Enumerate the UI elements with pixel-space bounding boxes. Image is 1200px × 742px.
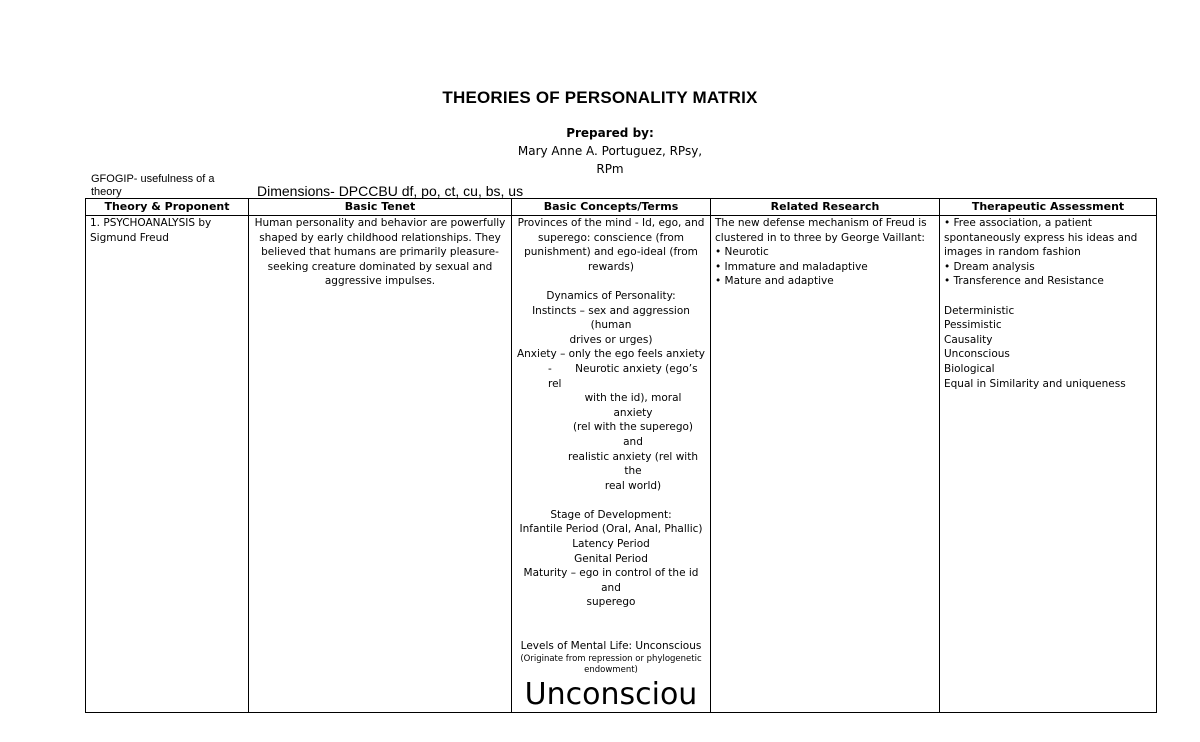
research-line: clustered in to three by George Vaillant: <box>715 231 925 244</box>
concept-line: rewards) <box>588 260 634 273</box>
dimension-item: Biological <box>944 362 995 375</box>
prepared-by-block <box>0 124 1200 178</box>
tenet-line: aggressive impulses. <box>324 275 436 288</box>
assessment-line: • Free association, a patient <box>944 217 1092 229</box>
document-title: THEORIES OF PERSONALITY MATRIX <box>442 88 758 107</box>
header-basic-tenet: Basic Tenet <box>249 199 512 216</box>
concept-line: Infantile Period (Oral, Anal, Phallic) <box>519 523 703 536</box>
assessment-line: images in random fashion <box>944 246 1081 259</box>
dimension-item: Causality <box>944 333 993 346</box>
table-row <box>86 216 1157 713</box>
concept-line: Dynamics of Personality: <box>546 289 676 302</box>
concept-line: Neurotic anxiety (ego’s rel <box>548 362 698 390</box>
concept-line: Maturity – ego in control of the id and <box>523 567 699 594</box>
dash-bullet: - <box>548 362 552 375</box>
cell-theory <box>86 216 249 713</box>
concept-line: realistic anxiety (rel with the <box>568 450 698 478</box>
dimension-item: Pessimistic <box>944 319 1002 332</box>
header-related-research: Related Research <box>711 199 940 216</box>
research-line: • Mature and adaptive <box>715 275 834 288</box>
concept-line: Provinces of the mind - Id, ego, and <box>517 217 705 229</box>
concept-line: real world) <box>604 479 662 492</box>
gfogip-note: GFOGIP- usefulness of a theory <box>91 173 215 198</box>
tenet-line: seeking creature dominated by sexual and <box>267 260 493 273</box>
unconscious-large-text: Unconsciou <box>524 676 698 712</box>
tenet-line: believed that humans are primarily pleasure- <box>261 246 499 259</box>
personality-matrix-table <box>85 198 1157 713</box>
theory-line: Sigmund Freud <box>90 231 169 244</box>
cell-therapeutic-assessment <box>940 216 1157 713</box>
concept-line: (rel with the superego) and <box>572 421 694 448</box>
dimension-item: Equal in Similarity and uniqueness <box>944 377 1126 390</box>
concept-line: superego <box>586 596 636 609</box>
dimensions-note: Dimensions- DPCCBU df, po, ct, cu, bs, us <box>257 183 524 199</box>
tenet-line: Human personality and behavior are powerfully <box>254 217 506 229</box>
research-line: The new defense mechanism of Freud is <box>715 217 927 229</box>
concept-line: Instincts – sex and aggression (human <box>532 304 690 332</box>
header-theory-proponent: Theory & Proponent <box>86 199 249 216</box>
cell-related-research <box>711 216 940 713</box>
cell-basic-tenet <box>249 216 512 713</box>
header-basic-concepts: Basic Concepts/Terms <box>512 199 711 216</box>
concept-line: Latency Period <box>572 538 650 551</box>
concept-line: Stage of Development: <box>550 508 672 521</box>
levels-note: (Originate from repression or phylogenetic <box>520 653 702 664</box>
concept-line: Levels of Mental Life: Unconscious <box>520 640 702 653</box>
assessment-line: • Transference and Resistance <box>944 275 1104 288</box>
cell-basic-concepts <box>512 216 711 713</box>
theory-line: 1. PSYCHOANALYSIS by <box>90 217 212 229</box>
author-line-1: Mary Anne A. Portuguez, RPsy, <box>517 144 703 158</box>
concept-line: with the id), moral anxiety <box>584 392 682 419</box>
research-line: • Immature and maladaptive <box>715 260 868 273</box>
concept-line: punishment) and ego-ideal (from <box>524 246 698 259</box>
concept-line: Anxiety – only the ego feels anxiety <box>516 348 706 361</box>
concept-line: Genital Period <box>574 552 648 565</box>
dimension-item: Deterministic <box>944 304 1015 317</box>
concept-line: drives or urges) <box>569 333 653 346</box>
assessment-line: • Dream analysis <box>944 260 1035 273</box>
anxiety-sub-item <box>516 362 706 391</box>
assessment-line: spontaneously express his ideas and <box>944 231 1138 244</box>
author-line-2: RPm <box>596 162 624 176</box>
table-header-row <box>86 199 1157 216</box>
levels-note: endowment) <box>584 664 638 675</box>
dimension-item: Unconscious <box>944 348 1010 361</box>
concept-line: superego: conscience (from <box>538 231 684 244</box>
header-therapeutic-assessment: Therapeutic Assessment <box>940 199 1157 216</box>
research-line: • Neurotic <box>715 246 769 259</box>
prepared-by-label: Prepared by: <box>566 126 654 140</box>
tenet-line: shaped by early childhood relationships. They <box>259 231 501 244</box>
